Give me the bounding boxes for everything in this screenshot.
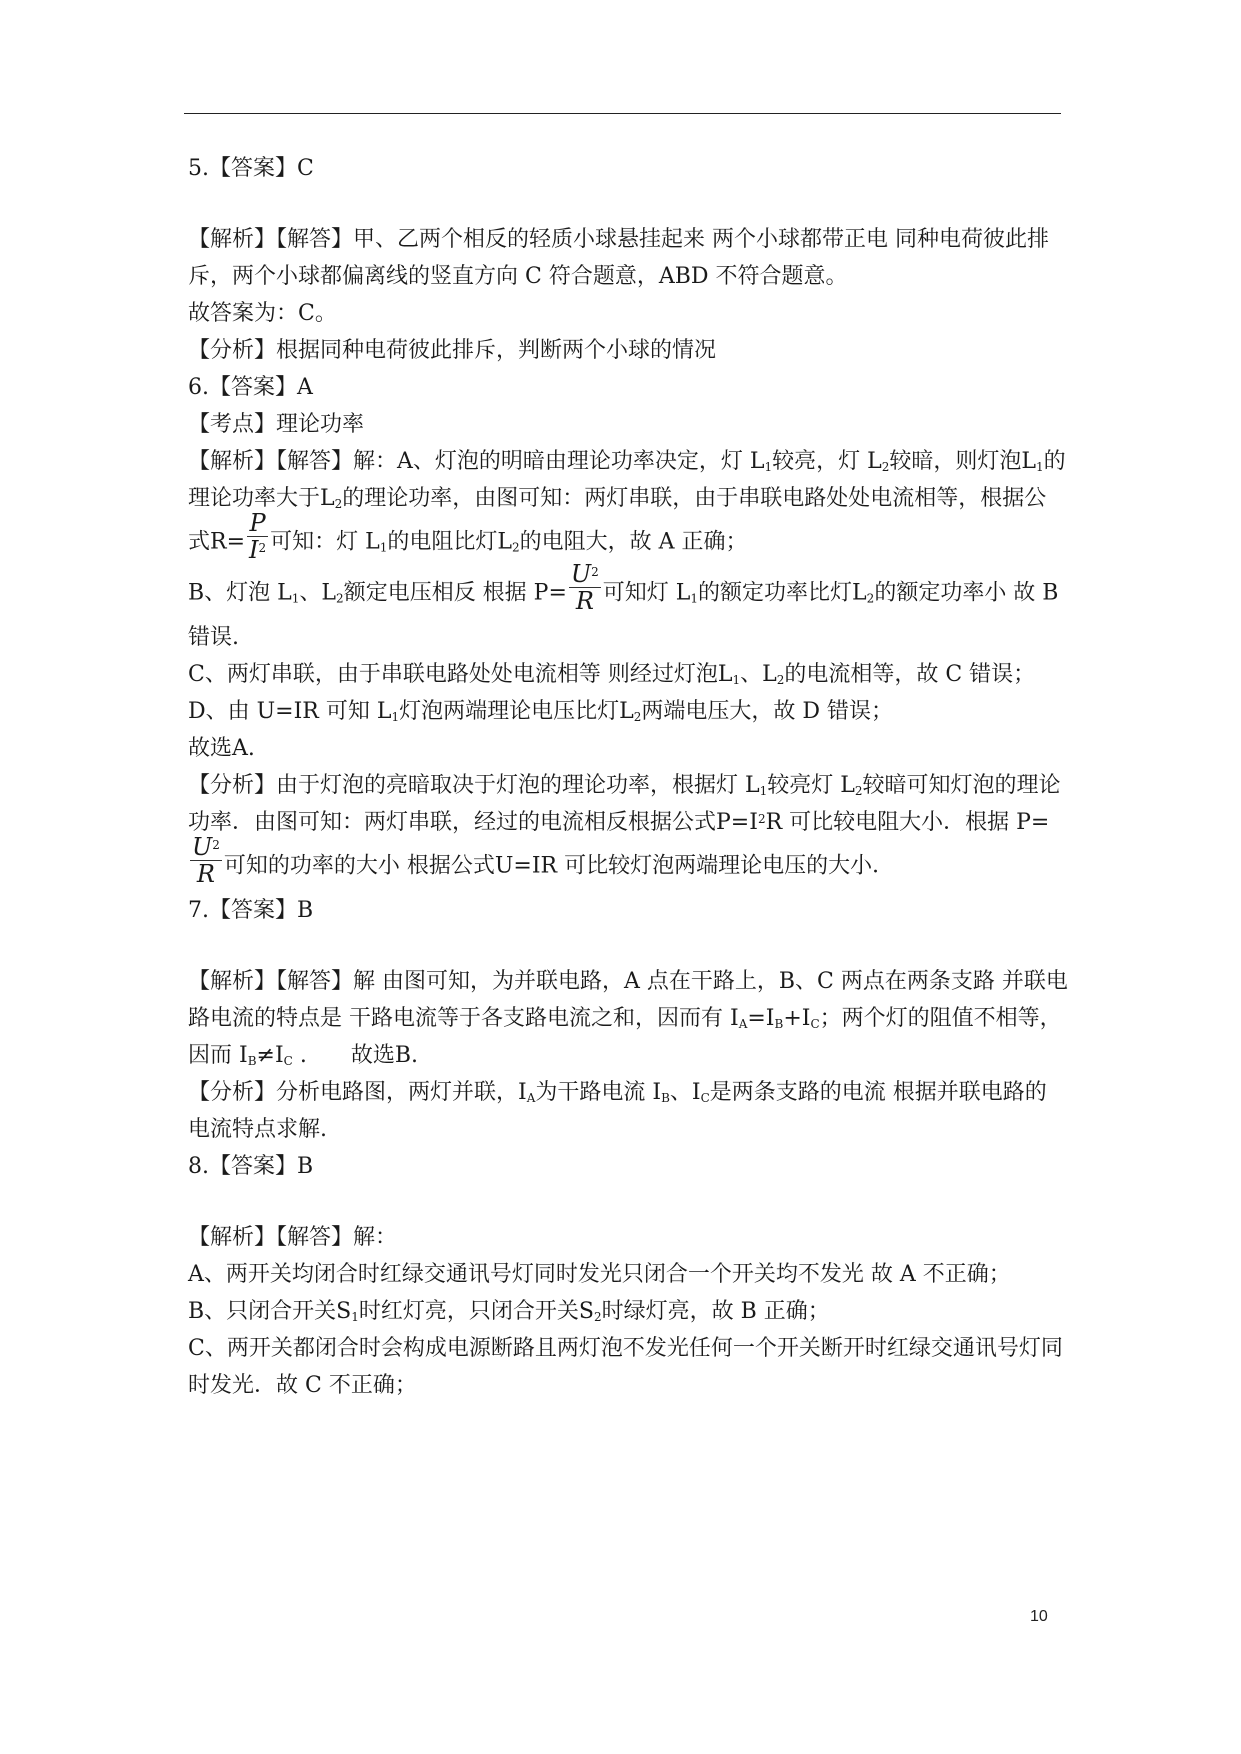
q8-intro: 【解析】【解答】解： <box>188 1225 398 1250</box>
document-body <box>188 150 1068 1404</box>
formula-u-squared-over-r: $\frac{U^2}{R}$ <box>570 560 599 615</box>
q8-analysis-a: A、两开关均闭合时红绿交通讯号灯同时发光只闭合一个开关均不发光 故 A 不正确； <box>188 1262 1011 1287</box>
q8-analysis-c: C、两开关都闭合时会构成电源断路且两灯泡不发光任何一个开关断开时红绿交通讯号灯同时发光．故 C 不正确； <box>188 1336 1063 1398</box>
header-rule <box>184 113 1061 114</box>
formula-p-over-i-squared: $\frac{P}{I^2}$ <box>249 509 267 564</box>
q6-analysis-b: B、灯泡 $L_1$、$L_2$额定电压相反 根据 P= $\frac{U^2}{R}$ 可知灯 $L_1$的额定功率比灯$L_2$的额定功率小 故 B 错误. <box>188 560 1059 650</box>
q7-analysis: 【解析】【解答】解 由图可知，为并联电路，A 点在干路上，B、C 两点在两条支路 并联电路电流的特点是 干路电流等于各支路电流之和，因而有 $I_A=I_B+I_C$；两个灯的阻值不相等，因而 $I_B\ne I_C$ . 故选B. <box>188 969 1068 1068</box>
q6-analysis-c: C、两灯串联，由于串联电路处处电流相等 则经过灯泡$L_1$、$L_2$的电流相等，故 C 错误； <box>188 662 1036 687</box>
q6-analysis-a: 【解析】【解答】解：A、灯泡的明暗由理论功率决定，灯 $L_1$较亮，灯 $L_2$较暗，则灯泡$L_1$的理论功率大于$L_2$的理论功率，由图可知：两灯串联，由于串联电路处处电流相等，根据公式R= $\frac{P}{I^2}$ 可知：灯 $L_1$的电阻比灯$L_2$的电阻大，故 A 正确； <box>188 449 1066 564</box>
q7-answer: 7.【答案】B <box>188 898 314 923</box>
q6-answer: 6.【答案】A <box>188 375 313 400</box>
q5-answer: 5.【答案】C <box>188 156 314 181</box>
q5-answer-line: 故答案为：C。 <box>188 301 337 326</box>
q8-answer: 8.【答案】B <box>188 1154 314 1179</box>
q5-analysis: 【解析】【解答】甲、乙两个相反的轻质小球悬挂起来 两个小球都带正电 同种电荷彼此排斥，两个小球都偏离线的竖直方向 C 符合题意，ABD 不符合题意。 <box>188 227 1049 289</box>
q6-comment: 【分析】由于灯泡的亮暗取决于灯泡的理论功率，根据灯 $L_1$较亮灯 $L_2$较暗可知灯泡的理论功率．由图可知：两灯串联，经过的电流相反根据公式$P=I^2R$ 可比较电阻大小．根据 P= $\frac{U^2}{R}$ 可知的功率的大小 根据公式U=IR 可比较灯泡两端理论电压的大小． <box>188 773 1061 888</box>
q5-comment: 【分析】根据同种电荷彼此排斥，判断两个小球的情况 <box>188 338 717 363</box>
q6-analysis-d: D、由 U=IR 可知 $L_1$灯泡两端理论电压比灯$L_2$两端电压大，故 D 错误； <box>188 699 894 724</box>
q7-comment: 【分析】分析电路图，两灯并联，$I_A$为干路电流 $I_B$、$I_C$是两条支路的电流 根据并联电路的电流特点求解. <box>188 1080 1047 1142</box>
formula-u-squared-over-r-2: $\frac{U^2}{R}$ <box>192 833 220 888</box>
page-number: 10 <box>1030 1608 1048 1625</box>
q6-choice: 故选A. <box>188 736 255 761</box>
q8-analysis-b: B、只闭合开关$S_1$时红灯亮，只闭合开关$S_2$时绿灯亮，故 B 正确； <box>188 1299 830 1324</box>
q6-kaodian: 【考点】理论功率 <box>188 412 365 437</box>
